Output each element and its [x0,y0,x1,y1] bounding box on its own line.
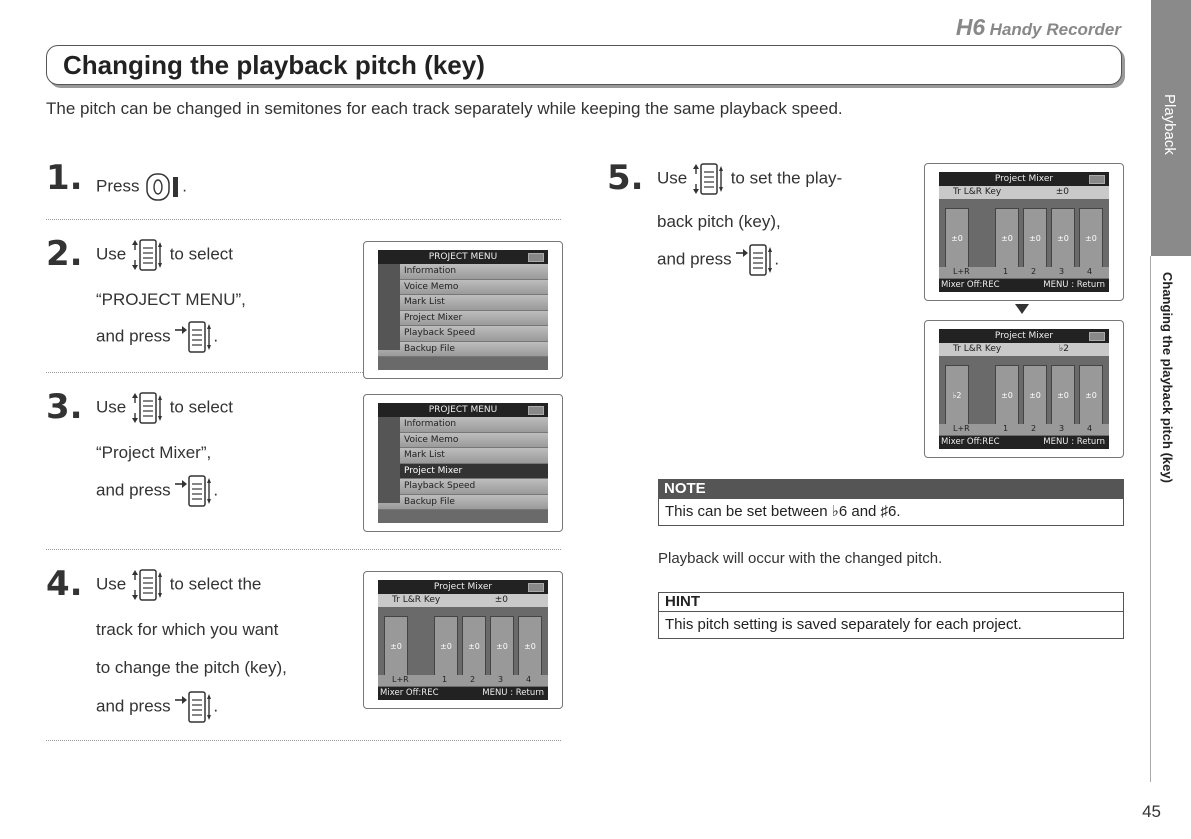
step-2-number: 2. [46,234,83,274]
menu-item: Information [378,264,548,280]
mixer-channel-numbers [939,267,1109,278]
mixer-param-row [939,186,1109,199]
menu-item: Voice Memo [378,433,548,449]
channel-num: 4 [526,675,532,684]
footer-left: Mixer Off:REC [941,437,1000,447]
mixer-footer [939,279,1109,292]
mixer-value: ♭2 [1059,344,1069,354]
divider-1 [46,219,561,220]
wheel-press-icon [175,690,213,724]
mixer-channel [1051,365,1075,429]
mixer-channel [995,365,1019,429]
lcd-title: Project Mixer [433,582,493,592]
mixer-channel [1079,365,1103,429]
mixer-channel-numbers [378,675,548,686]
channel-num: 4 [1087,267,1093,276]
channel-value: ±0 [1029,391,1041,400]
screen-mixer-1 [363,571,563,709]
mixer-channel [384,616,408,680]
channel-value: ±0 [1029,234,1041,243]
wheel-press-icon [736,243,774,277]
channel-value: ±0 [1057,234,1069,243]
lcd-display [939,329,1109,449]
mixer-channel [1079,208,1103,272]
divider-4 [46,740,561,741]
mixer-param: Tr L&R Key [953,344,1002,354]
screen-project-menu-1 [363,241,563,379]
channel-num: 1 [442,675,448,684]
brand-header [956,14,1121,41]
step-4-line4: and press . [96,690,218,724]
step-2-select: to select [169,244,234,264]
mixer-footer [378,687,548,700]
mixer-param: Tr L&R Key [392,595,441,605]
channel-value: ±0 [1001,234,1013,243]
menu-item: Voice Memo [378,280,548,296]
mixer-channel [995,208,1019,272]
menu-item: Playback Speed [378,326,548,342]
channel-value: ±0 [390,642,402,651]
lcd-title: PROJECT MENU [428,405,498,415]
mixer-channel [1023,365,1047,429]
channel-value: ±0 [496,642,508,651]
step-1-text: Press . [96,172,187,202]
screen-project-menu-2 [363,394,563,532]
channel-value: ±0 [468,642,480,651]
intro-text: The pitch can be changed in semitones for each track separately while keeping the same playback speed. [46,99,843,118]
menu-icons [378,417,400,503]
menu-item: Playback Speed [378,479,548,495]
lcd-title: Project Mixer [994,331,1054,341]
channel-num: 2 [1031,424,1037,433]
channel-value: ±0 [951,234,963,243]
wheel-press-icon [175,474,213,508]
channel-value: ±0 [440,642,452,651]
wheel-updown-icon [131,238,165,272]
use-label: Use [657,168,688,188]
channel-num: 1 [1003,424,1009,433]
battery-icon [1089,175,1105,184]
brand-subtitle: Handy Recorder [989,20,1121,39]
channel-num: 2 [470,675,476,684]
lcd-display [378,403,548,523]
divider-3 [46,549,561,550]
step-3-line3: and press . [96,474,218,508]
step-3-line1 [96,391,233,425]
step-4-number: 4. [46,564,83,604]
footer-right: MENU : Return [1043,280,1105,290]
down-arrow-icon [1015,304,1029,314]
step-5-number: 5. [607,158,644,198]
channel-num: L+R [392,675,409,684]
mixer-value: ±0 [1055,187,1069,197]
step-1-number: 1. [46,158,83,198]
step-4-line3: to change the pitch (key), [96,658,287,677]
divider-2 [46,372,363,373]
step-4-line2: track for which you want [96,620,279,639]
wheel-press-icon [175,320,213,354]
mixer-channel [1051,208,1075,272]
lcd-display [939,172,1109,292]
menu-item: Backup File [378,342,548,358]
step-3-line2: “Project Mixer”, [96,443,212,462]
channel-num: 4 [1087,424,1093,433]
hint-box [658,592,1124,639]
step-5-line2: back pitch (key), [657,212,781,231]
step-2-line1 [96,238,233,272]
use-label: Use [96,397,127,417]
battery-icon [528,253,544,262]
channel-num: 3 [1059,267,1065,276]
footer-right: MENU : Return [482,688,544,698]
mixer-channel [462,616,486,680]
mixer-footer [939,436,1109,449]
menu-icons [378,264,400,350]
battery-icon [528,583,544,592]
channel-value: ±0 [1057,391,1069,400]
step-2-line3: and press . [96,320,218,354]
hint-body: This pitch setting is saved separately for each project. [658,612,1124,639]
section-tab [1151,0,1191,256]
step-5-line1 [657,162,842,196]
screen-mixer-3 [924,320,1124,458]
lcd-title: Project Mixer [994,174,1054,184]
screen-mixer-2 [924,163,1124,301]
step-2-line2: “PROJECT MENU”, [96,290,246,309]
topic-tab [1150,256,1191,782]
note-box [658,479,1124,526]
mixer-channel [490,616,514,680]
battery-icon [1089,332,1105,341]
channel-num: 3 [498,675,504,684]
use-label: Use [96,574,127,594]
menu-item: Project Mixer [378,311,548,327]
channel-num: 2 [1031,267,1037,276]
note-heading: NOTE [658,479,1124,499]
channel-value: ±0 [1001,391,1013,400]
page-title: Changing the playback pitch (key) [63,50,485,80]
channel-value: ±0 [524,642,536,651]
mixer-channel [1023,208,1047,272]
note-body: This can be set between ♭6 and ♯6. [658,499,1124,526]
channel-num: 1 [1003,267,1009,276]
mixer-param-row [378,594,548,607]
lcd-display [378,250,548,370]
step-5-line3: and press . [657,243,779,277]
channel-value: ♭2 [952,391,962,400]
footer-left: Mixer Off:REC [941,280,1000,290]
mixer-channel [945,365,969,429]
section-tab-label: Playback [1161,94,1178,155]
brand-model: H6 [955,14,986,40]
menu-item: Backup File [378,495,548,511]
channel-value: ±0 [1085,234,1097,243]
mixer-channel [945,208,969,272]
hint-heading: HINT [658,592,1124,612]
menu-item: Mark List [378,448,548,464]
menu-item-selected: Project Mixer [378,464,548,480]
channel-num: 3 [1059,424,1065,433]
page-title-box [46,45,1122,85]
step-3-select: to select [169,397,234,417]
mixer-value: ±0 [494,595,508,605]
and-press-label: and press [657,249,732,269]
and-press-label: and press [96,480,171,500]
topic-tab-label: Changing the playback pitch (key) [1160,272,1175,483]
footer-left: Mixer Off:REC [380,688,439,698]
lcd-display [378,580,548,700]
and-press-label: and press [96,696,171,716]
menu-button-icon [144,172,182,202]
playback-note-text: Playback will occur with the changed pitch. [658,550,943,567]
step-3-number: 3. [46,387,83,427]
menu-item: Mark List [378,295,548,311]
footer-right: MENU : Return [1043,437,1105,447]
mixer-param-row [939,343,1109,356]
use-label: Use [96,244,127,264]
page-number: 45 [1142,802,1161,821]
menu-item: Information [378,417,548,433]
and-press-label: and press [96,326,171,346]
battery-icon [528,406,544,415]
step-1-label: Press [96,176,140,196]
mixer-channel-numbers [939,424,1109,435]
channel-num: L+R [953,424,970,433]
wheel-updown-icon [131,568,165,602]
wheel-updown-icon [692,162,726,196]
step-5-set: to set the play- [730,168,843,188]
channel-num: L+R [953,267,970,276]
mixer-channel [434,616,458,680]
mixer-channel [518,616,542,680]
step-4-line1 [96,568,261,602]
step-4-select: to select the [169,574,262,594]
lcd-title: PROJECT MENU [428,252,498,262]
mixer-param: Tr L&R Key [953,187,1002,197]
wheel-updown-icon [131,391,165,425]
channel-value: ±0 [1085,391,1097,400]
